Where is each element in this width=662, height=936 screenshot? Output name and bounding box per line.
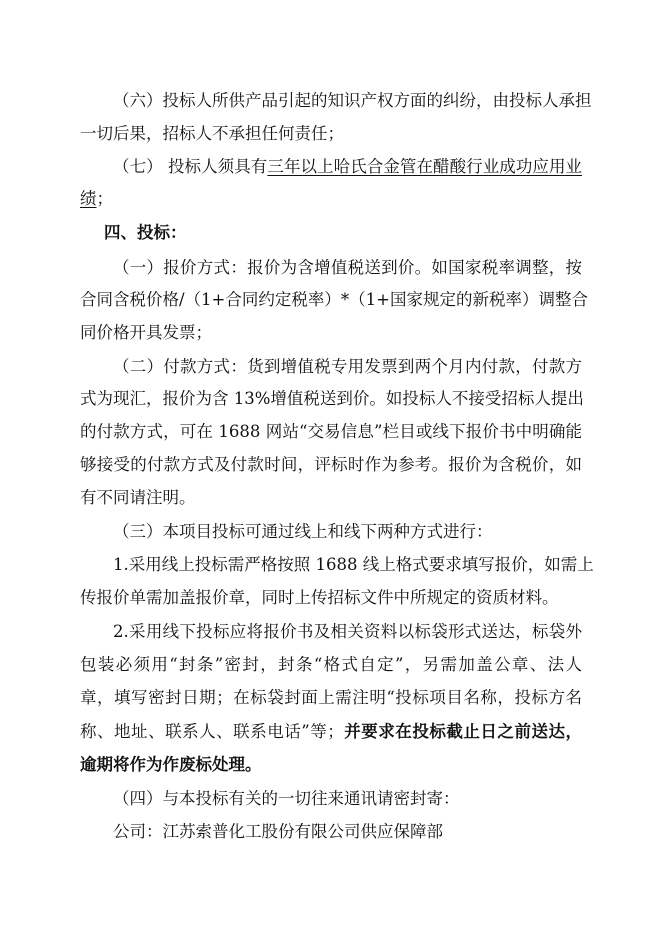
text-segment: （三）本项目投标可通过线上和线下两种方式进行： <box>113 522 493 541</box>
text-segment: 够接受的付款方式及付款时间，评标时作为参考。报价为含税价，如 <box>80 455 582 474</box>
text-line <box>113 355 582 379</box>
text-line <box>80 387 582 411</box>
text-segment: 式为现汇，报价为含 13%增值税送到价。如投标人不接受招标人提出 <box>80 389 584 408</box>
text-segment: 传报价单需加盖报价章，同时上传招标文件中所规定的资质材料。 <box>80 588 559 607</box>
text-line <box>104 221 582 245</box>
text-segment: （四）与本投标有关的一切往来通讯请密封寄： <box>113 789 460 808</box>
text-line <box>80 420 582 444</box>
text-line <box>80 321 582 345</box>
text-line <box>113 155 582 179</box>
text-line <box>113 820 582 844</box>
text-line <box>80 122 582 146</box>
text-line <box>80 753 582 777</box>
bold-text: 并要求在投标截止日之前送达， <box>343 722 583 741</box>
text-segment: （一）报价方式：报价为含增值税送到价。如国家税率调整，按 <box>113 258 582 277</box>
text-segment: 章，填写密封日期；在标袋封面上需注明“投标项目名称，投标方名 <box>80 688 582 707</box>
text-line <box>113 787 582 811</box>
text-line <box>113 520 582 544</box>
text-segment: （六）投标人所供产品引起的知识产权方面的纠纷，由投标人承担 <box>113 91 592 110</box>
text-line <box>80 187 582 211</box>
text-segment: 的付款方式，可在 1688 网站“交易信息”栏目或线下报价书中明确能 <box>80 422 582 441</box>
text-segment: 2.采用线下投标应将报价书及相关资料以标袋形式送达，标袋外 <box>113 622 582 641</box>
text-line <box>80 586 582 610</box>
underlined-text: 三年以上哈氏合金管在醋酸行业成功应用业 <box>267 157 582 176</box>
text-line <box>113 89 592 113</box>
text-line <box>113 553 594 577</box>
text-line <box>80 653 582 677</box>
text-line <box>113 256 582 280</box>
text-segment: 同价格开具发票； <box>80 323 212 342</box>
text-segment: 称、地址、联系人、联系电话”等； <box>80 722 344 741</box>
text-line <box>80 720 582 744</box>
text-line <box>80 486 582 510</box>
text-segment: 公司：江苏索普化工股份有限公司供应保障部 <box>113 822 443 841</box>
text-segment: 有不同请注明。 <box>80 488 196 507</box>
text-segment: 1.采用线上投标需严格按照 1688 线上格式要求填写报价，如需上 <box>113 555 594 574</box>
text-line <box>113 620 582 644</box>
text-segment: 一切后果，招标人不承担任何责任； <box>80 124 344 143</box>
text-line <box>80 288 588 312</box>
text-segment: （七） 投标人须具有 <box>113 157 268 176</box>
underlined-text: 绩 <box>80 189 97 208</box>
text-segment: 合同含税价格/（1+合同约定税率）*（1+国家规定的新税率）调整合 <box>80 290 588 309</box>
text-segment: ； <box>96 189 113 208</box>
text-line <box>80 453 582 477</box>
text-segment: （二）付款方式：货到增值税专用发票到两个月内付款，付款方 <box>113 357 582 376</box>
text-segment: 包装必须用“封条”密封，封条“格式自定”，另需加盖公章、法人 <box>80 655 582 674</box>
bold-text: 四、投标： <box>104 223 187 242</box>
text-line <box>80 686 582 710</box>
bold-text: 逾期将作为作废标处理。 <box>80 755 262 774</box>
